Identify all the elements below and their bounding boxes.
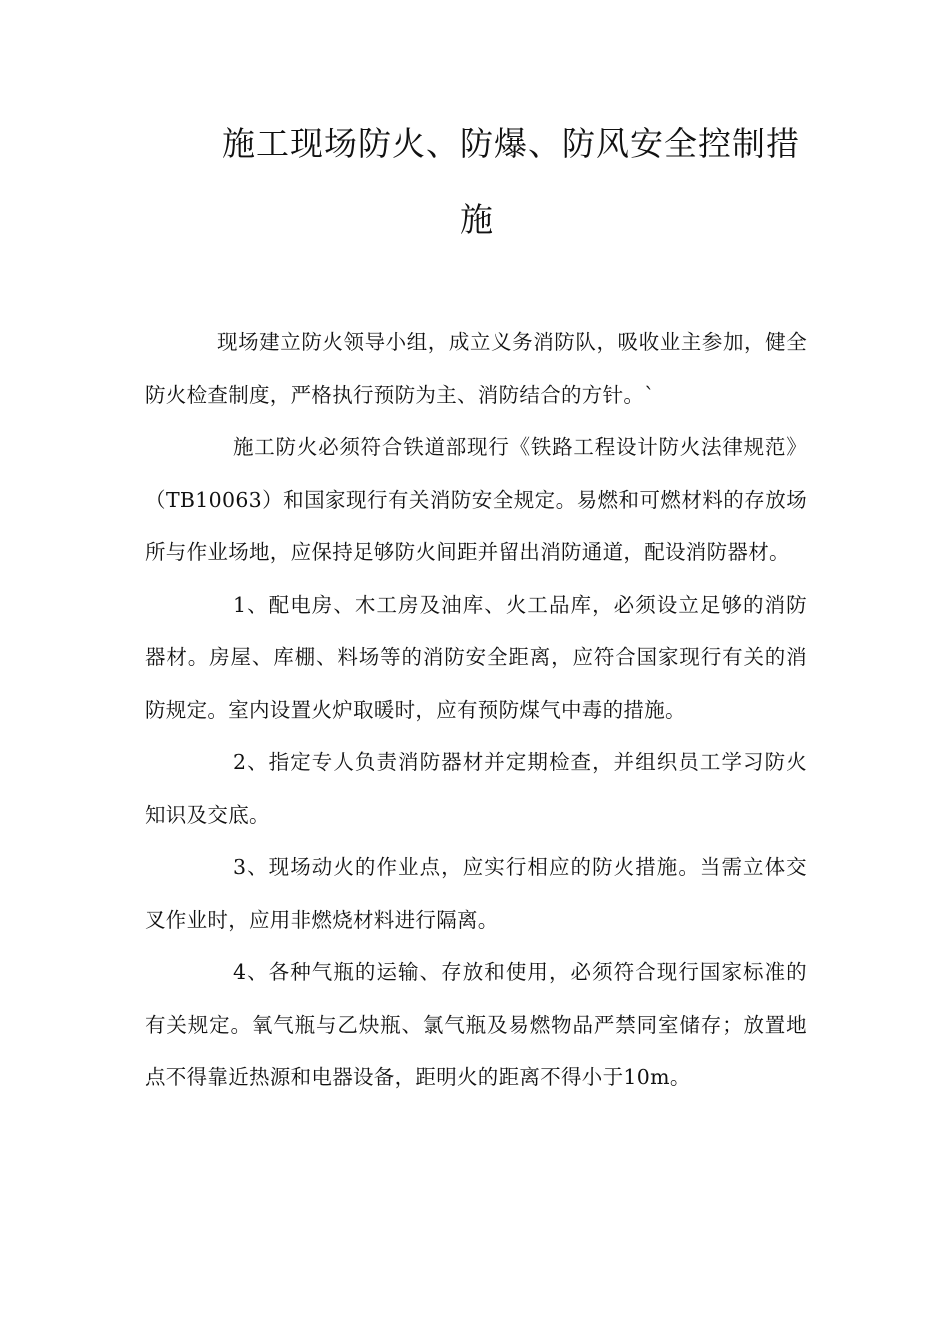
document-title: 施工现场防火、防爆、防风安全控制措 bbox=[222, 124, 800, 163]
paragraph-fire-code: 施工防火必须符合铁道部现行《铁路工程设计防火法律规范》（TB10063）和国家现行有关消防安全规定。易燃和可燃材料的存放场所与作业场地，应保持足够防火间距并留出消防通道，配设消防器材。 bbox=[145, 435, 807, 564]
paragraph-item-3: 3、现场动火的作业点，应实行相应的防火措施。当需立体交叉作业时，应用非燃烧材料进行隔离。 bbox=[145, 855, 807, 932]
paragraph-item-2: 2、指定专人负责消防器材并定期检查，并组织员工学习防火知识及交底。 bbox=[145, 750, 807, 827]
paragraph-item-1: 1、配电房、木工房及油库、火工品库，必须设立足够的消防器材。房屋、库棚、料场等的消防安全距离，应符合国家现行有关的消防规定。室内设置火炉取暖时，应有预防煤气中毒的措施。 bbox=[145, 592, 807, 722]
document-body bbox=[145, 316, 807, 1104]
document-title-continued: 施 bbox=[460, 200, 494, 239]
paragraph-intro: 现场建立防火领导小组，成立义务消防队，吸收业主参加，健全防火检查制度，严格执行预防为主、消防结合的方针。` bbox=[145, 330, 807, 407]
paragraph-item-4: 4、各种气瓶的运输、存放和使用，必须符合现行国家标准的有关规定。氧气瓶与乙炔瓶、氯气瓶及易燃物品严禁同室储存；放置地点不得靠近热源和电器设备，距明火的距离不得小于10m。 bbox=[145, 960, 807, 1089]
